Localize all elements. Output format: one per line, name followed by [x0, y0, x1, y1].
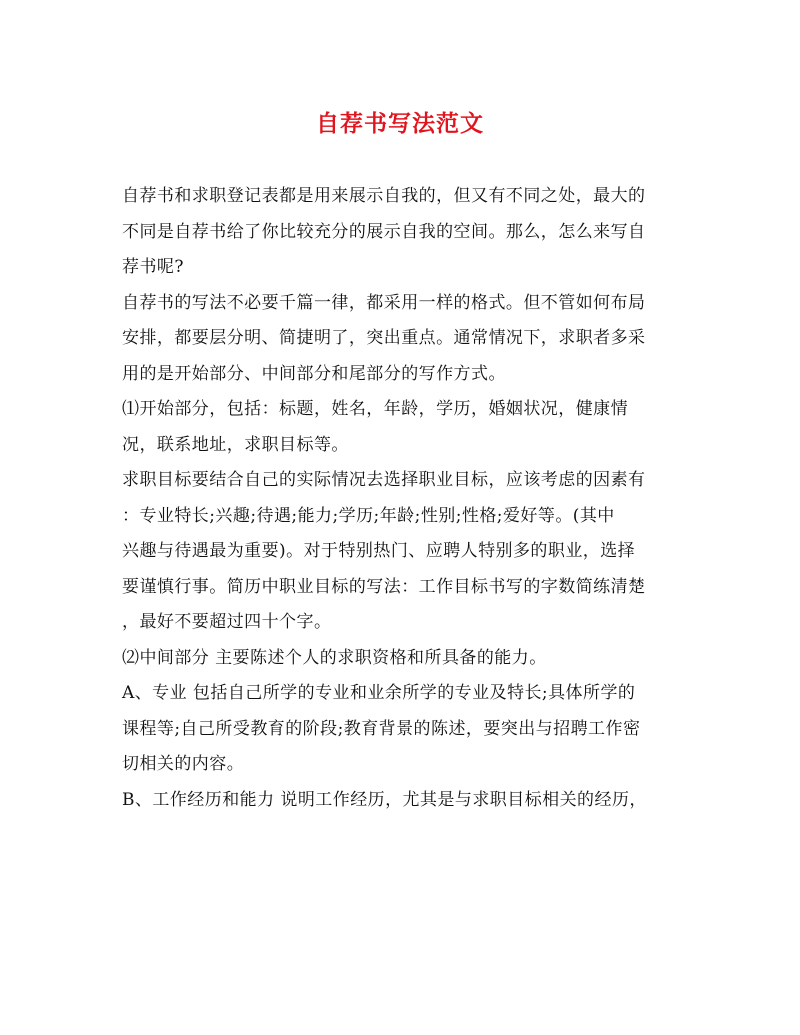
text-line: ，最好不要超过四十个字。 — [122, 612, 332, 632]
text-line: 切相关的内容。 — [122, 754, 245, 774]
text-line: 不同是自荐书给了你比较充分的展示自我的空间。那么，怎么来写自 — [122, 221, 646, 242]
text-line: 况，联系地址，求职目标等。 — [122, 434, 349, 455]
text-line: 课程等;自己所受教育的阶段;教育背景的陈述，要突出与招聘工作密 — [122, 718, 641, 739]
body-text — [122, 179, 682, 818]
text-line: 用的是开始部分、中间部分和尾部分的写作方式。 — [122, 363, 506, 384]
text-line: B、工作经历和能力 说明工作经历，尤其是与求职目标相关的经历， — [122, 789, 647, 810]
text-line: ：专业特长;兴趣;待遇;能力;学历;年龄;性别;性格;爱好等。(其中 — [122, 505, 615, 526]
text-line: ⑵中间部分 主要陈述个人的求职资格和所具备的能力。 — [122, 647, 547, 668]
text-line: 自荐书的写法不必要千篇一律，都采用一样的格式。但不管如何布局 — [122, 292, 646, 313]
text-line: 要谨慎行事。简历中职业目标的写法：工作目标书写的字数简练清楚 — [122, 576, 646, 597]
text-line: 兴趣与待遇最为重要)。对于特别热门、应聘人特别多的职业，选择 — [122, 541, 636, 561]
text-line: 安排，都要层分明、简捷明了，突出重点。通常情况下，求职者多采 — [122, 328, 646, 348]
text-line: 荐书呢? — [122, 257, 184, 277]
text-line: ⑴开始部分，包括：标题，姓名，年龄，学历，婚姻状况，健康情 — [122, 399, 629, 419]
text-line: A、专业 包括自己所学的专业和业余所学的专业及特长;具体所学的 — [122, 683, 636, 703]
text-line: 自荐书和求职登记表都是用来展示自我的，但又有不同之处，最大的 — [122, 186, 646, 206]
page-title: 自荐书写法范文 — [316, 110, 484, 137]
text-line: 求职目标要结合自己的实际情况去选择职业目标，应该考虑的因素有 — [122, 470, 646, 490]
